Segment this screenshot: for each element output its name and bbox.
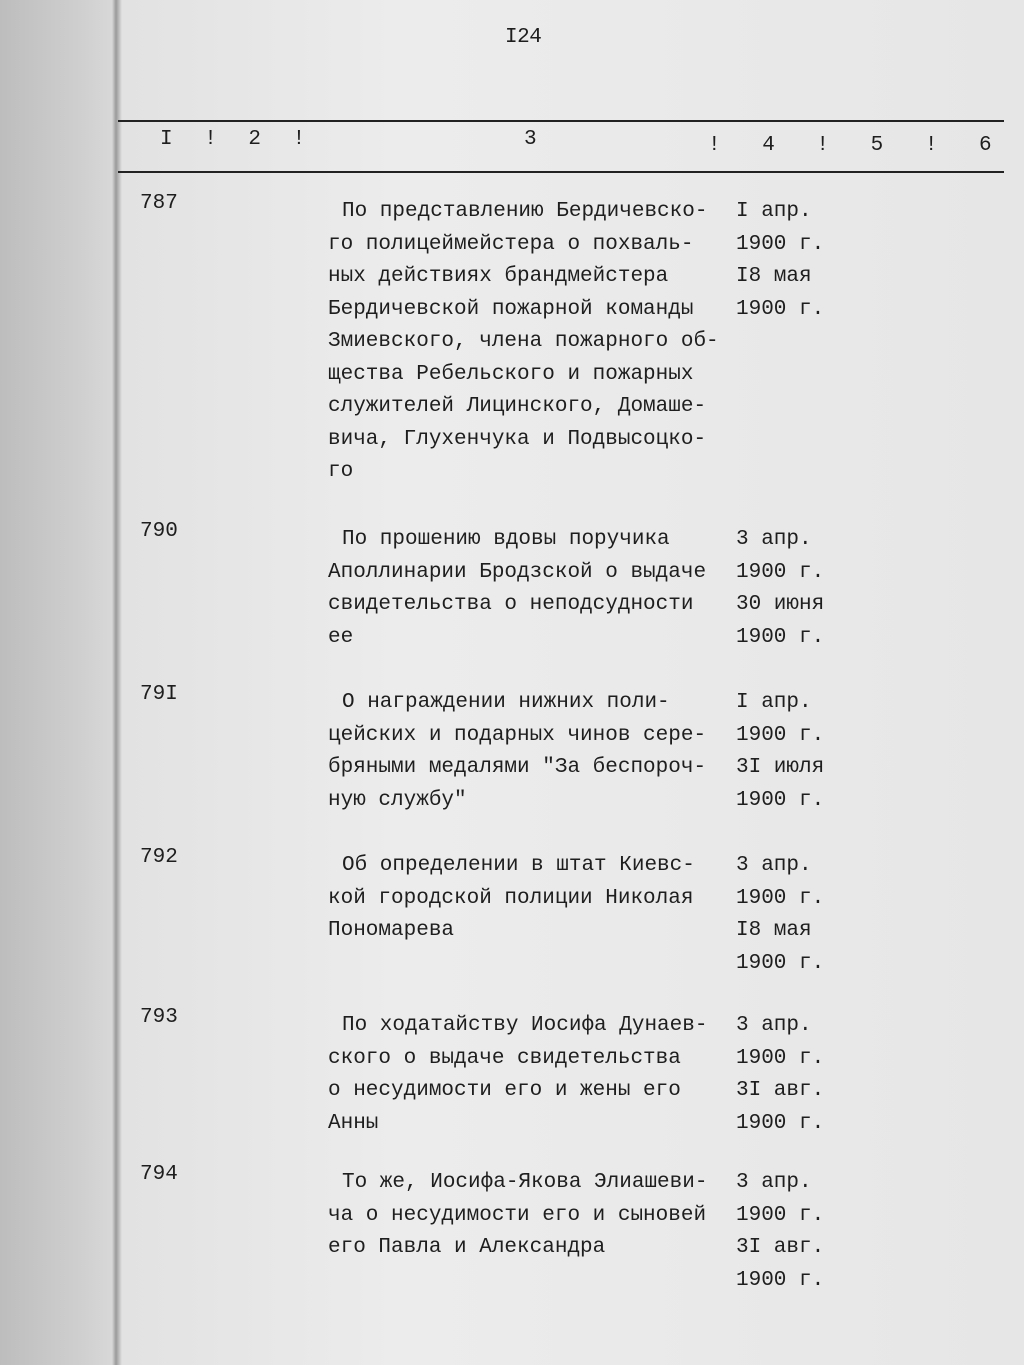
description-line: ных действиях брандмейстера — [328, 265, 669, 288]
date-line: 1900 г. — [736, 625, 825, 649]
date-line: 3 апр. — [736, 528, 812, 551]
date-line: 1900 г. — [736, 560, 825, 584]
description-line: вича, Глухенчука и Подвысоцко- — [328, 427, 707, 451]
date-line: 1900 г. — [736, 1046, 825, 1070]
header-top-rule — [118, 120, 1004, 122]
date-line: I8 мая — [736, 265, 812, 288]
date-line: 1900 г. — [736, 1203, 825, 1227]
date-line: 30 июня — [736, 593, 825, 616]
description-line: щества Ребельского и пожарных — [328, 362, 694, 386]
date-line: 1900 г. — [736, 788, 825, 812]
description-line: ную службу" — [328, 788, 467, 812]
description-line: Анны — [328, 1111, 379, 1135]
entry-number: 790 — [140, 520, 178, 543]
entry-description — [328, 196, 719, 489]
date-line: 3 апр. — [736, 1014, 812, 1037]
description-line: его Павла и Александра — [328, 1236, 606, 1259]
description-line: Аполлинарии Бродзской о выдаче — [328, 560, 707, 584]
header-bottom-rule — [118, 171, 1004, 173]
page-number: I24 — [505, 26, 542, 49]
entry-dates — [736, 850, 824, 980]
column-header-4-6: ! 4 ! 5 ! 6 — [708, 134, 992, 157]
entry-dates — [736, 196, 824, 326]
date-line: 1900 г. — [736, 1268, 825, 1292]
description-line: го — [328, 460, 354, 483]
date-line: 3 апр. — [736, 1171, 812, 1194]
date-line: I8 мая — [736, 919, 812, 942]
description-line: По представлению Бердичевско- — [342, 200, 708, 223]
date-line: 3I авг. — [736, 1079, 825, 1102]
entry-dates — [736, 524, 824, 654]
description-line: Пономарева — [328, 919, 455, 942]
entry-number: 792 — [140, 846, 178, 869]
description-line: ее — [328, 625, 354, 649]
description-line: кой городской полиции Николая — [328, 886, 694, 910]
description-line: Об определении в штат Киевс- — [342, 854, 695, 877]
date-line: 3I июля — [736, 756, 825, 779]
entry-number: 794 — [140, 1163, 178, 1186]
column-header-3: 3 — [524, 128, 537, 151]
description-line: ского о выдаче свидетельства — [328, 1046, 681, 1070]
description-line: Бердичевской пожарной команды — [328, 297, 694, 321]
description-line: бряными медалями "За беспороч- — [328, 756, 707, 779]
date-line: 3I авг. — [736, 1236, 825, 1259]
description-line: То же, Иосифа-Якова Элиашеви- — [342, 1171, 708, 1194]
description-line: Змиевского, члена пожарного об- — [328, 330, 719, 353]
entry-description — [328, 1167, 707, 1265]
description-line: го полицеймейстера о похваль- — [328, 232, 694, 256]
entry-number: 79I — [140, 683, 178, 706]
description-line: По ходатайству Иосифа Дунаев- — [342, 1014, 708, 1037]
description-line: служителей Лицинского, Домаше- — [328, 395, 707, 418]
entry-dates — [736, 687, 824, 817]
date-line: 1900 г. — [736, 723, 825, 747]
description-line: О награждении нижних поли- — [342, 691, 670, 714]
entry-number: 793 — [140, 1006, 178, 1029]
description-line: свидетельства о неподсудности — [328, 593, 694, 616]
date-line: I апр. — [736, 691, 812, 714]
entry-description — [328, 850, 695, 948]
entry-description — [328, 1010, 707, 1140]
date-line: I апр. — [736, 200, 812, 223]
date-line: 1900 г. — [736, 232, 825, 256]
date-line: 1900 г. — [736, 1111, 825, 1135]
column-header-1-2: I ! 2 ! — [160, 128, 305, 151]
description-line: ча о несудимости его и сыновей — [328, 1203, 707, 1227]
description-line: По прошению вдовы поручика — [342, 528, 670, 551]
date-line: 1900 г. — [736, 886, 825, 910]
entry-description — [328, 687, 706, 817]
date-line: 3 апр. — [736, 854, 812, 877]
date-line: 1900 г. — [736, 297, 825, 321]
entry-number: 787 — [140, 192, 178, 215]
entry-dates — [736, 1010, 824, 1140]
entry-dates — [736, 1167, 824, 1297]
entry-description — [328, 524, 706, 654]
description-line: цейских и подарных чинов сере- — [328, 723, 707, 747]
date-line: 1900 г. — [736, 951, 825, 975]
description-line: о несудимости его и жены его — [328, 1079, 681, 1102]
